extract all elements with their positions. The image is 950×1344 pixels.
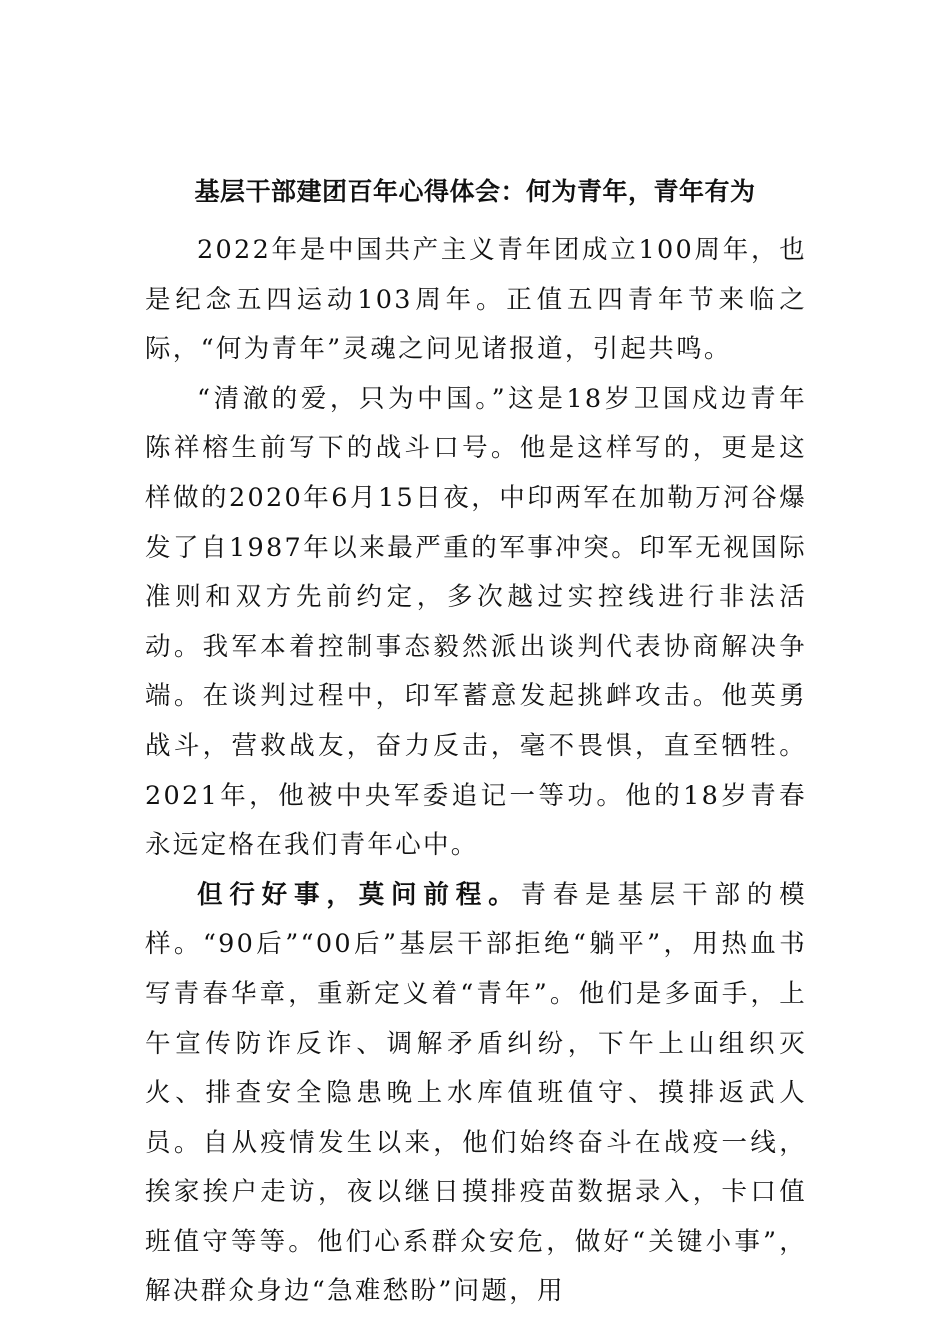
document-body [145,226,807,1317]
paragraph-3 [145,871,807,1317]
paragraph-3-text: 青春是基层干部的模样。“90后”“00后”基层干部拒绝“躺平”，用热血书写青春华章，重新定义着“青年”。他们是多面手，上午宣传防诈反诈、调解矛盾纠纷，下午上山组织灭火、排查安全隐患晚上水库值班值守、摸排返武人员。自从疫情发生以来，他们始终奋斗在战疫一线，挨家挨户走访，夜以继日摸排疫苗数据录入，卡口值班值守等等。他们心系群众安危，做好“关键小事”，解决群众身边“急难愁盼”问题，用 [145,879,807,1307]
paragraph-1 [145,226,807,375]
paragraph-3-lead: 但行好事，莫问前程。 [197,879,521,910]
document-title: 基层干部建团百年心得体会：何为青年，青年有为 [194,176,756,206]
paragraph-2 [145,375,807,871]
paragraph-2-text: “清澈的爱，只为中国。”这是18岁卫国戍边青年陈祥榕生前写下的战斗口号。他是这样写的，更是这样做的2020年6月15日夜，中印两军在加勒万河谷爆发了自1987年以来最严重的军事冲突。印军无视国际准则和双方先前约定，多次越过实控线进行非法活动。我军本着控制事态毅然派出谈判代表协商解决争端。在谈判过程中，印军蓄意发起挑衅攻击。他英勇战斗，营救战友，奋力反击，毫不畏惧，直至牺牲。2021年，他被中央军委追记一等功。他的18岁青春永远定格在我们青年心中。 [145,383,807,861]
paragraph-1-text: 2022年是中国共产主义青年团成立100周年，也是纪念五四运动103周年。正值五四青年节来临之际，“何为青年”灵魂之问见诸报道，引起共鸣。 [145,235,807,365]
